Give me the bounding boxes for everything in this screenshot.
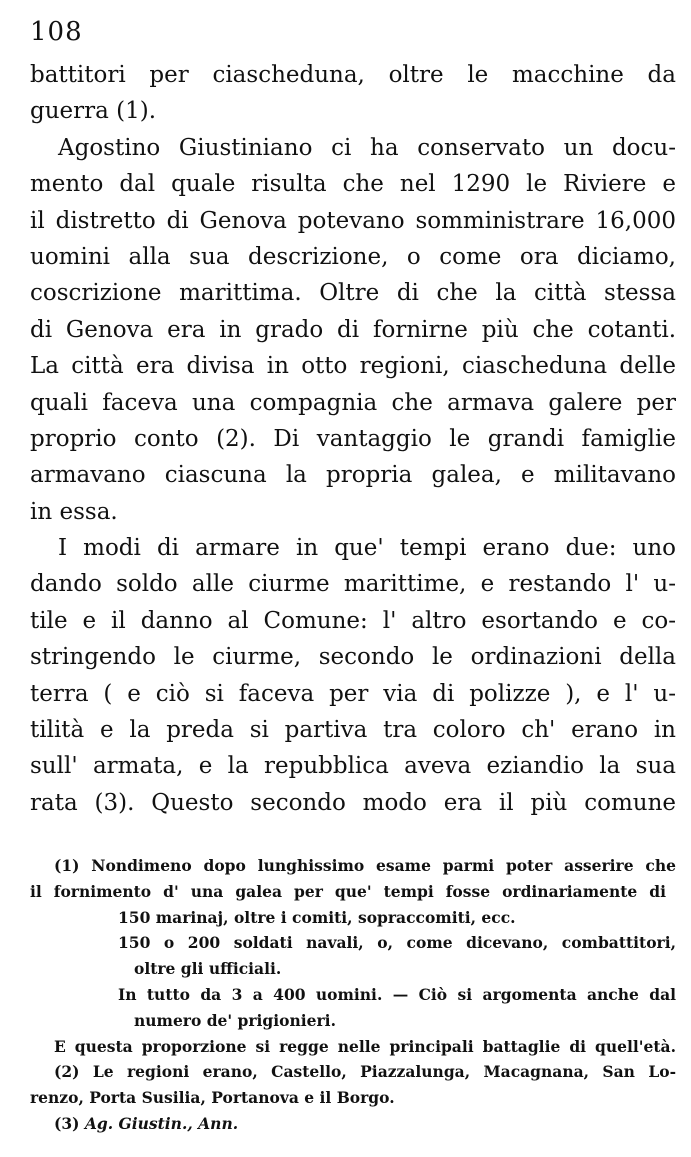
footnote-line: 150 marinaj, oltre i comiti, sopraccomiti, ecc.	[118, 907, 516, 927]
text-line: in essa.	[30, 498, 118, 525]
footnote-line: il fornimento d' una galea per que' tempi fosse ordinariamente di	[30, 881, 666, 901]
text-line: Agostino Giustiniano ci ha conservato un docu-	[58, 134, 676, 161]
text-line: dando soldo alle ciurme marittime, e restando l' u-	[30, 571, 676, 598]
text-line: proprio conto (2). Di vantaggio le grandi famiglie	[30, 425, 676, 452]
footnote-3	[30, 1111, 676, 1137]
text-line: rata (3). Questo secondo modo era il più comune	[30, 789, 676, 816]
footnote-3-citation: Ag. Giustin., Ann.	[84, 1113, 239, 1133]
footnote-line: oltre gli ufficiali.	[134, 959, 282, 979]
text-line: I modi di armare in que' tempi erano due: uno	[58, 535, 676, 562]
text-line: armavano ciascuna la propria galea, e militavano	[30, 462, 676, 489]
main-text	[30, 57, 676, 821]
footnote-line: In tutto da 3 a 400 uomini. — Ciò si argomenta anche dal	[118, 984, 676, 1004]
footnote-line: (1) Nondimeno dopo lunghissimo esame parmi poter asserire che	[54, 856, 676, 875]
text-line: sull' armata, e la repubblica aveva eziandio la sua	[30, 753, 676, 780]
footnote-3-marker: (3)	[54, 1113, 80, 1133]
text-line: uomini alla sua descrizione, o come ora diciamo,	[30, 243, 676, 270]
footnotes	[30, 853, 676, 1137]
text-line: terra ( e ciò si faceva per via di polizze ), e l' u-	[30, 680, 676, 707]
text-line: La città era divisa in otto regioni, ciascheduna delle	[30, 353, 676, 380]
footnote-line: renzo, Porta Susilia, Portanova e il Borgo.	[30, 1088, 395, 1108]
footnote-line: numero de' prigionieri.	[134, 1010, 336, 1030]
footnote-line: (2) Le regioni erano, Castello, Piazzalunga, Macagnana, San Lo-	[54, 1062, 676, 1082]
text-line: battitori per ciascheduna, oltre le macchine da	[30, 62, 676, 88]
text-line: coscrizione marittima. Oltre di che la città stessa	[30, 280, 676, 307]
footnote-line: 150 o 200 soldati navali, o, come dicevano, combattitori,	[118, 933, 676, 953]
text-line: stringendo le ciurme, secondo le ordinazioni della	[30, 644, 676, 671]
text-line: guerra (1).	[30, 98, 157, 125]
text-line: di Genova era in grado di fornirne più che cotanti.	[30, 316, 676, 343]
text-line: mento dal quale risulta che nel 1290 le Riviere e	[30, 171, 676, 198]
text-line: tilità e la preda si partiva tra coloro ch' erano in	[30, 717, 676, 744]
text-line: tile e il danno al Comune: l' altro esortando e co-	[30, 607, 676, 634]
footnote-line: E questa proporzione si regge nelle principali battaglie di quell'età.	[54, 1036, 676, 1056]
text-line: il distretto di Genova potevano somministrare 16,000	[30, 207, 676, 234]
page-number: 108	[30, 17, 83, 47]
text-line: quali faceva una compagnia che armava galere per	[30, 389, 676, 416]
